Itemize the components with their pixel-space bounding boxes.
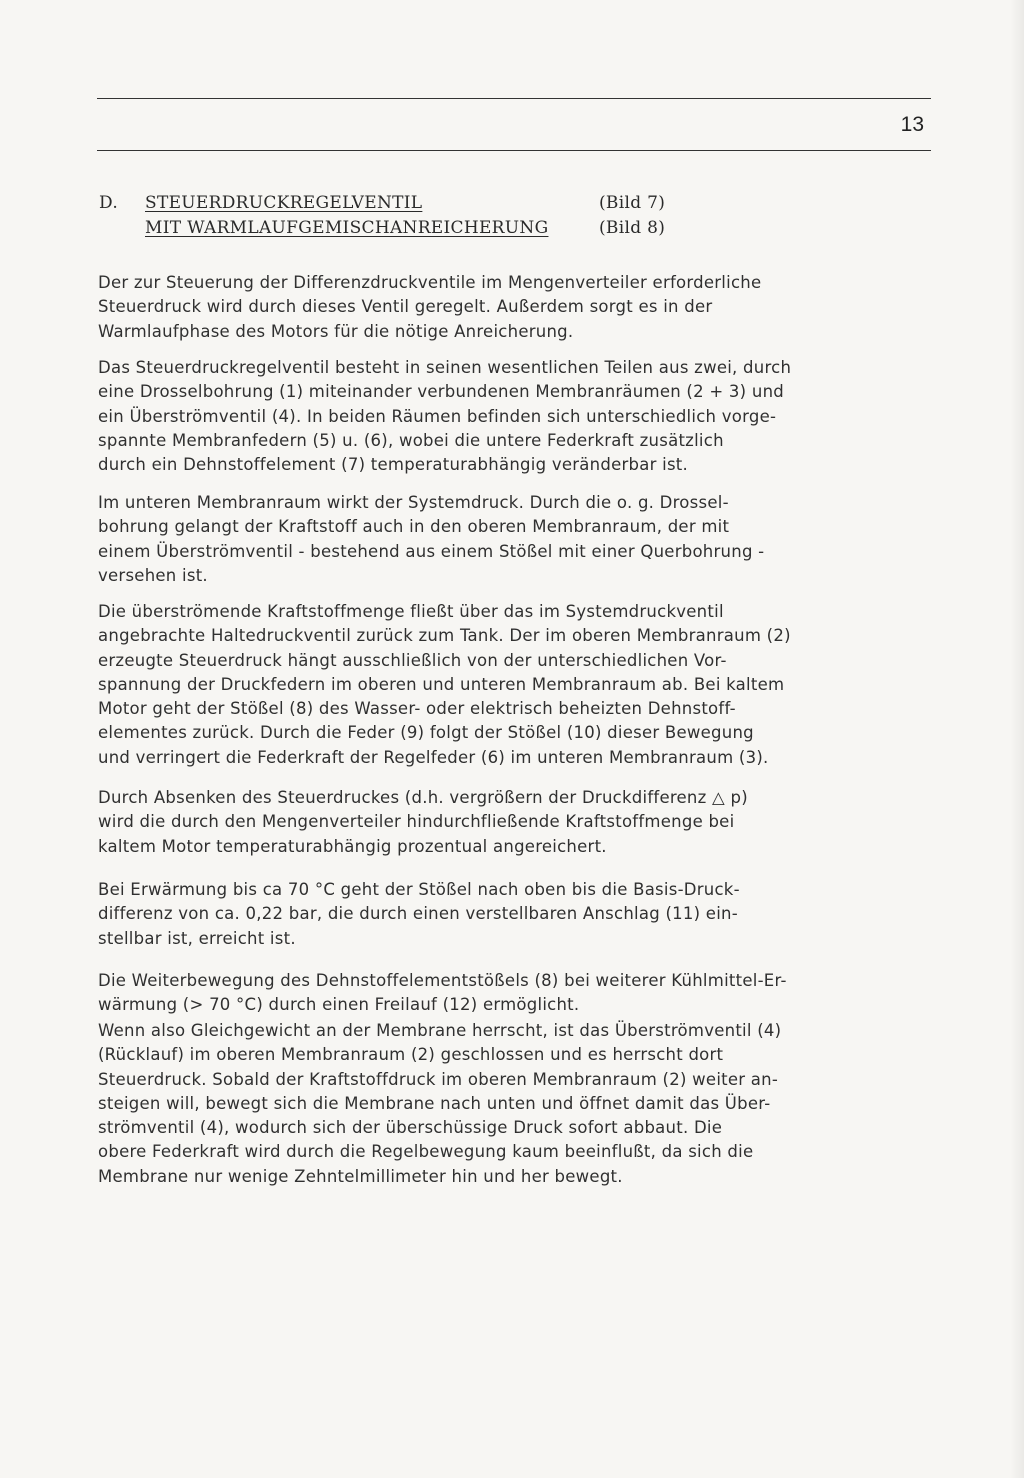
paragraph-3 — [98, 491, 930, 588]
paragraph-line: steigen will, bewegt sich die Membrane nach unten und öffnet damit das Über- — [98, 1093, 771, 1113]
paragraph-line: elementes zurück. Durch die Feder (9) folgt der Stößel (10) dieser Bewegung — [98, 723, 754, 743]
paragraph-line: stellbar ist, erreicht ist. — [98, 928, 296, 948]
paragraph-line: wird die durch den Mengenverteiler hindurchfließende Kraftstoffmenge bei — [98, 812, 735, 832]
paragraph-5 — [98, 786, 930, 859]
paragraph-1 — [98, 271, 930, 344]
paragraph-line: kaltem Motor temperaturabhängig prozentual angereichert. — [98, 836, 607, 856]
paragraph-line: (Rücklauf) im oberen Membranraum (2) geschlossen und es herrscht dort — [98, 1045, 724, 1065]
paragraph-line: Bei Erwärmung bis ca 70 °C geht der Stößel nach oben bis die Basis-Druck- — [98, 880, 740, 899]
paragraph-line: ein Überströmventil (4). In beiden Räumen befinden sich unterschiedlich vorge- — [98, 406, 777, 426]
paragraph-line: Steuerdruck. Sobald der Kraftstoffdruck im oberen Membranraum (2) weiter an- — [98, 1069, 779, 1089]
paragraph-line: Die Weiterbewegung des Dehnstoffelementstößels (8) bei weiterer Kühlmittel-Er- — [98, 971, 787, 990]
page-number: 13 — [900, 113, 924, 136]
paragraph-line: differenz von ca. 0,22 bar, die durch einen verstellbaren Anschlag (11) ein- — [98, 904, 738, 924]
section-heading-row-1 — [99, 191, 929, 216]
paragraph-line: bohrung gelangt der Kraftstoff auch in den oberen Membranraum, der mit — [98, 517, 730, 537]
paragraph-line: eine Drosselbohrung (1) miteinander verbundenen Membranräumen (2 + 3) und — [98, 382, 785, 402]
section-letter: D. — [99, 193, 119, 213]
paragraph-4 — [98, 600, 930, 770]
paragraph-line: Der zur Steuerung der Differenzdruckventile im Mengenverteiler erforderliche — [98, 273, 762, 292]
paragraph-7 — [98, 969, 930, 1018]
section-heading-row-2 — [99, 216, 929, 241]
paragraph-line: durch ein Dehnstoffelement (7) temperaturabhängig veränderbar ist. — [98, 455, 689, 475]
paragraph-line: und verringert die Federkraft der Regelfeder (6) im unteren Membranraum (3). — [98, 747, 769, 767]
section-title-line-1: STEUERDRUCKREGELVENTIL — [145, 193, 423, 213]
paragraph-line: Warmlaufphase des Motors für die nötige Anreicherung. — [98, 321, 574, 341]
paragraph-line: Durch Absenken des Steuerdruckes (d.h. vergrößern der Druckdifferenz △ p) — [98, 788, 748, 807]
paragraph-6 — [98, 878, 930, 951]
header-rule-bottom — [97, 150, 931, 151]
paragraph-line: Das Steuerdruckregelventil besteht in seinen wesentlichen Teilen aus zwei, durch — [98, 358, 792, 377]
paragraph-line: spannung der Druckfedern im oberen und unteren Membranraum ab. Bei kaltem — [98, 674, 785, 694]
header-rule-top — [97, 98, 931, 99]
paragraph-line: Die überströmende Kraftstoffmenge fließt über das im Systemdruckventil — [98, 602, 724, 621]
paragraph-line: spannte Membranfedern (5) u. (6), wobei die untere Federkraft zusätzlich — [98, 430, 724, 450]
paragraph-8 — [98, 1019, 930, 1189]
paragraph-line: strömventil (4), wodurch sich der überschüssige Druck sofort abbaut. Die — [98, 1118, 723, 1138]
paragraph-line: erzeugte Steuerdruck hängt ausschließlich von der unterschiedlichen Vor- — [98, 650, 727, 670]
paragraph-line: Im unteren Membranraum wirkt der Systemdruck. Durch die o. g. Drossel- — [98, 493, 729, 512]
paragraph-2 — [98, 356, 930, 477]
paragraph-line: Membrane nur wenige Zehntelmillimeter hin und her bewegt. — [98, 1166, 623, 1186]
section-heading — [99, 191, 929, 241]
paragraph-line: obere Federkraft wird durch die Regelbewegung kaum beeinflußt, da sich die — [98, 1142, 754, 1162]
section-title-line-2: MIT WARMLAUFGEMISCHANREICHERUNG — [145, 218, 549, 238]
figure-ref-bild-8: (Bild 8) — [599, 218, 666, 238]
page-edge-shadow — [1010, 0, 1024, 1478]
paragraph-line: Steuerdruck wird durch dieses Ventil geregelt. Außerdem sorgt es in der — [98, 297, 713, 317]
paragraph-line: Wenn also Gleichgewicht an der Membrane herrscht, ist das Überströmventil (4) — [98, 1021, 782, 1040]
paragraph-line: einem Überströmventil - bestehend aus einem Stößel mit einer Querbohrung - — [98, 541, 765, 561]
figure-ref-bild-7: (Bild 7) — [599, 193, 666, 213]
paragraph-line: versehen ist. — [98, 565, 208, 585]
paragraph-line: angebrachte Haltedruckventil zurück zum Tank. Der im oberen Membranraum (2) — [98, 626, 791, 646]
paragraph-line: wärmung (> 70 °C) durch einen Freilauf (12) ermöglicht. — [98, 995, 580, 1015]
paragraph-line: Motor geht der Stößel (8) des Wasser- oder elektrisch beheizten Dehnstoff- — [98, 699, 736, 719]
